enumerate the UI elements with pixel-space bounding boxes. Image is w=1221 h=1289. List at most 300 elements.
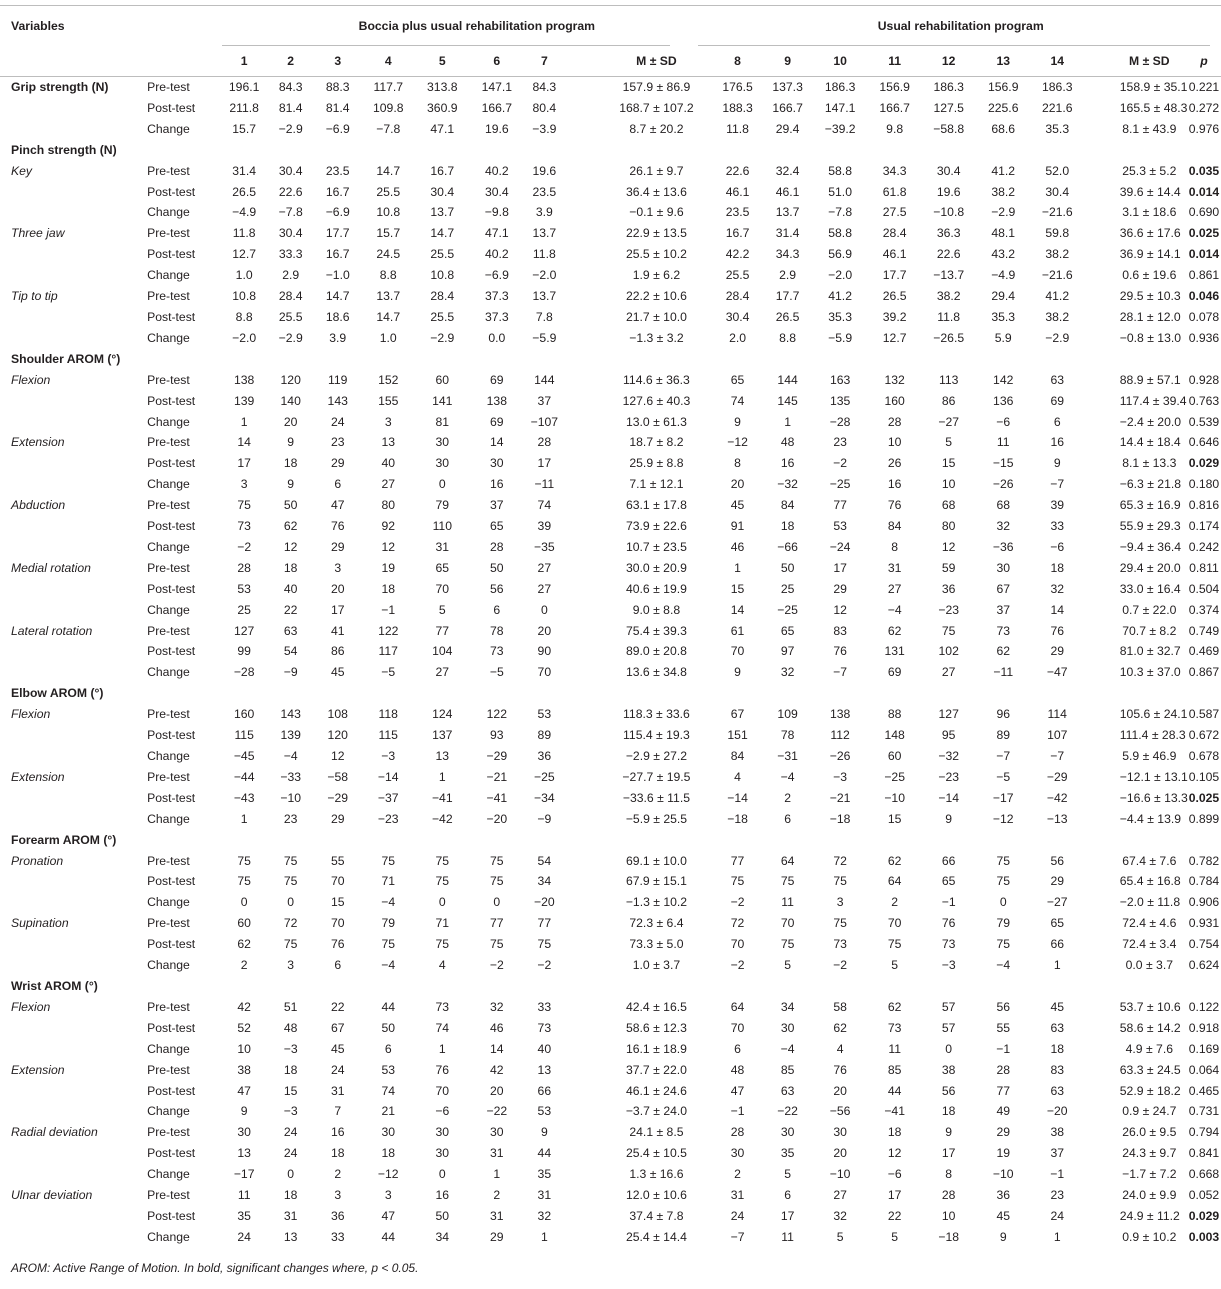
value-cell: 16 bbox=[887, 477, 902, 492]
value-cell: 47 bbox=[730, 1083, 745, 1098]
value-cell: −6.9 bbox=[325, 121, 350, 136]
value-cell: −25 bbox=[884, 769, 905, 784]
variable-cell bbox=[0, 809, 145, 830]
value-cell: 139 bbox=[280, 728, 301, 743]
value-cell: −41 bbox=[884, 1104, 905, 1119]
variable-cell bbox=[0, 579, 145, 600]
mean-sd-cell: 65.3 ± 16.9 bbox=[1119, 498, 1181, 513]
value-cell: −2 bbox=[730, 958, 745, 973]
value-cell: 32 bbox=[537, 1208, 552, 1223]
mean-sd-cell: 70.7 ± 8.2 bbox=[1122, 623, 1177, 638]
value-cell: 27.5 bbox=[882, 205, 907, 220]
value-cell: 30.4 bbox=[725, 309, 750, 324]
value-cell: 138 bbox=[829, 707, 851, 722]
p-value-cell: 0.811 bbox=[1189, 560, 1219, 575]
value-cell: 37.3 bbox=[484, 289, 509, 304]
value-cell: −6 bbox=[887, 1167, 902, 1182]
p-value-cell: 0.242 bbox=[1188, 539, 1220, 554]
mean-sd-cell: −1.3 ± 3.2 bbox=[629, 330, 684, 345]
value-cell: 2 bbox=[240, 958, 248, 973]
value-cell: 14.7 bbox=[376, 309, 401, 324]
value-cell: 86 bbox=[330, 644, 345, 659]
value-cell: 42 bbox=[490, 1062, 504, 1077]
value-cell: 36 bbox=[330, 1208, 345, 1223]
value-cell: 23 bbox=[1050, 1188, 1065, 1203]
phase-label: Change bbox=[147, 811, 190, 826]
value-cell: 18 bbox=[1050, 560, 1065, 575]
value-cell: 75 bbox=[780, 874, 795, 889]
variable-cell bbox=[0, 537, 145, 558]
mean-sd-cell: 21.7 ± 10.0 bbox=[625, 309, 687, 324]
value-cell: 76 bbox=[941, 916, 956, 931]
value-cell: 99 bbox=[237, 644, 251, 659]
value-cell: 8.8 bbox=[379, 268, 397, 283]
value-cell: 20 bbox=[730, 477, 745, 492]
value-cell: 16.7 bbox=[725, 226, 750, 241]
value-cell: 102 bbox=[938, 644, 959, 659]
value-cell: 53 bbox=[833, 519, 847, 534]
p-value-cell: 0.899 bbox=[1188, 811, 1220, 826]
value-cell: 9 bbox=[287, 435, 295, 450]
mean-sd-cell: 24.1 ± 8.5 bbox=[629, 1125, 684, 1140]
mean-sd-cell: 36.6 ± 17.6 bbox=[1119, 226, 1181, 241]
value-cell: 71 bbox=[435, 916, 450, 931]
value-cell: −9.8 bbox=[484, 205, 509, 220]
variable-cell bbox=[0, 1081, 145, 1102]
p-value-cell: 0.672 bbox=[1188, 728, 1220, 743]
variable-sub-label: Abduction bbox=[11, 498, 66, 513]
value-cell: 75 bbox=[381, 853, 396, 868]
value-cell: 3 bbox=[334, 1188, 342, 1203]
value-cell: 32 bbox=[996, 519, 1010, 534]
variable-cell bbox=[0, 119, 145, 140]
value-cell: 18 bbox=[283, 456, 298, 471]
phase-label: Pre-test bbox=[147, 1062, 190, 1077]
value-cell: 30 bbox=[996, 560, 1010, 575]
phase-label: Pre-test bbox=[147, 1125, 190, 1140]
phase-label: Pre-test bbox=[147, 372, 190, 387]
value-cell: 48.1 bbox=[991, 226, 1016, 241]
value-cell: 6 bbox=[493, 602, 501, 617]
table-row bbox=[0, 1018, 1221, 1039]
value-cell: −2.9 bbox=[278, 330, 303, 345]
value-cell: −32 bbox=[777, 477, 798, 492]
phase-label: Post-test bbox=[147, 393, 196, 408]
value-cell: 11.8 bbox=[532, 247, 556, 262]
value-cell: 16 bbox=[330, 1125, 345, 1140]
value-cell: 76 bbox=[330, 519, 345, 534]
phase-label: Post-test bbox=[147, 790, 196, 805]
value-cell: 26 bbox=[887, 456, 902, 471]
value-cell: 34.3 bbox=[775, 247, 800, 262]
p-value-cell: 0.690 bbox=[1188, 205, 1220, 220]
value-cell: 30 bbox=[490, 456, 504, 471]
value-cell: 45 bbox=[330, 1041, 345, 1056]
p-value-cell: 0.046 bbox=[1188, 289, 1220, 304]
mean-sd-cell: 63.3 ± 24.5 bbox=[1119, 1062, 1181, 1077]
mean-sd-cell: −12.1 ± 13.1 bbox=[1119, 769, 1188, 784]
value-cell: 44 bbox=[887, 1083, 902, 1098]
value-cell: 186.3 bbox=[824, 80, 856, 94]
value-cell: 36 bbox=[941, 581, 956, 596]
value-cell: 25 bbox=[780, 581, 795, 596]
mean-sd-cell: 39.6 ± 14.4 bbox=[1119, 184, 1181, 199]
variable-sub-label: Extension bbox=[11, 769, 65, 784]
value-cell: 40 bbox=[381, 456, 396, 471]
phase-label: Change bbox=[147, 1041, 190, 1056]
value-cell: 122 bbox=[378, 623, 399, 638]
value-cell: 75 bbox=[283, 937, 298, 952]
phase-label: Change bbox=[147, 1104, 190, 1119]
mean-sd-cell: 40.6 ± 19.9 bbox=[625, 581, 687, 596]
phase-label: Post-test bbox=[147, 456, 196, 471]
value-cell: 160 bbox=[884, 393, 905, 408]
value-cell: 33.3 bbox=[278, 247, 303, 262]
phase-label: Change bbox=[147, 1229, 190, 1244]
p-value-cell: 0.624 bbox=[1188, 958, 1220, 973]
phase-label: Change bbox=[147, 268, 190, 283]
value-cell: 3 bbox=[240, 477, 248, 492]
value-cell: 31 bbox=[490, 1146, 504, 1161]
table-row bbox=[0, 1060, 1221, 1081]
mean-sd-cell: 69.1 ± 10.0 bbox=[625, 853, 687, 868]
mean-sd-cell: 72.4 ± 3.4 bbox=[1122, 937, 1177, 952]
p-value-cell: 0.221 bbox=[1188, 80, 1220, 94]
value-cell: −14 bbox=[377, 769, 399, 784]
value-cell: 12 bbox=[941, 539, 956, 554]
mean-sd-cell: 29.5 ± 10.3 bbox=[1119, 289, 1181, 304]
value-cell: −25 bbox=[533, 769, 555, 784]
value-cell: 1 bbox=[493, 1167, 501, 1182]
p-value-cell: 0.169 bbox=[1188, 1041, 1220, 1056]
value-cell: 1.0 bbox=[235, 268, 253, 283]
value-cell: 132 bbox=[884, 372, 905, 387]
value-cell: 127 bbox=[938, 707, 959, 722]
value-cell: 69 bbox=[490, 414, 504, 429]
value-cell: 69 bbox=[1050, 393, 1065, 408]
value-cell: 84 bbox=[887, 519, 902, 534]
value-cell: 2.9 bbox=[282, 268, 300, 283]
phase-label: Post-test bbox=[147, 937, 196, 952]
mean-sd-cell: 1.0 ± 3.7 bbox=[632, 958, 681, 973]
variable-sub-label: Flexion bbox=[11, 372, 51, 387]
value-cell: 28 bbox=[537, 435, 552, 450]
table-row bbox=[0, 788, 1221, 809]
value-cell: 131 bbox=[884, 644, 905, 659]
mean-sd-cell: 25.4 ± 14.4 bbox=[625, 1229, 687, 1244]
mean-sd-cell: 168.7 ± 107.2 bbox=[619, 100, 694, 115]
value-cell: 39.2 bbox=[882, 309, 907, 324]
group-heading-row bbox=[0, 683, 1221, 704]
mean-sd-cell: 10.3 ± 37.0 bbox=[1119, 665, 1181, 680]
value-cell: 16.7 bbox=[325, 247, 350, 262]
value-cell: 31 bbox=[537, 1188, 552, 1203]
header-participant: 12 bbox=[922, 46, 976, 77]
value-cell: 24 bbox=[330, 1062, 345, 1077]
value-cell: 35.3 bbox=[991, 309, 1016, 324]
value-cell: 70 bbox=[887, 916, 902, 931]
value-cell: 75 bbox=[237, 853, 251, 868]
table-row bbox=[0, 662, 1221, 683]
phase-label: Change bbox=[147, 330, 190, 345]
value-cell: 39 bbox=[1050, 498, 1065, 513]
value-cell: −27 bbox=[1046, 895, 1068, 910]
value-cell: −7 bbox=[996, 749, 1011, 763]
value-cell: −1 bbox=[730, 1104, 745, 1119]
value-cell: 96 bbox=[996, 707, 1010, 722]
value-cell: 77 bbox=[996, 1083, 1010, 1098]
value-cell: 22.6 bbox=[936, 247, 961, 262]
value-cell: 13 bbox=[435, 749, 450, 763]
value-cell: 20 bbox=[537, 623, 552, 638]
mean-sd-cell: 42.4 ± 16.5 bbox=[625, 999, 687, 1014]
value-cell: 9 bbox=[240, 1104, 248, 1119]
phase-label: Change bbox=[147, 205, 190, 220]
table-row bbox=[0, 704, 1221, 725]
p-value-cell: 0.794 bbox=[1188, 1125, 1220, 1140]
value-cell: −7 bbox=[1050, 749, 1065, 763]
p-value-cell: 0.105 bbox=[1188, 769, 1220, 784]
header-variables: Variables bbox=[0, 6, 145, 47]
table-row bbox=[0, 600, 1221, 621]
value-cell: 75 bbox=[833, 874, 847, 889]
phase-label: Change bbox=[147, 121, 190, 136]
value-cell: 1 bbox=[438, 769, 446, 784]
value-cell: −21 bbox=[829, 790, 851, 805]
mean-sd-cell: −2.9 ± 27.2 bbox=[625, 749, 688, 763]
value-cell: 63 bbox=[1050, 1083, 1065, 1098]
value-cell: 39 bbox=[537, 519, 552, 534]
value-cell: 34 bbox=[537, 874, 552, 889]
value-cell: −26 bbox=[992, 477, 1014, 492]
value-cell: 2 bbox=[493, 1188, 501, 1203]
value-cell: 77 bbox=[833, 498, 847, 513]
value-cell: −41 bbox=[431, 790, 453, 805]
value-cell: −10.8 bbox=[933, 205, 965, 220]
value-cell: 28.4 bbox=[882, 226, 907, 241]
value-cell: 35 bbox=[237, 1208, 251, 1223]
phase-label: Pre-test bbox=[147, 916, 190, 931]
table-row bbox=[0, 1227, 1221, 1248]
mean-sd-cell: −2.4 ± 20.0 bbox=[1119, 414, 1182, 429]
group-b-rule bbox=[698, 45, 1210, 46]
variable-group-label: Pinch strength (N) bbox=[11, 142, 117, 157]
mean-sd-cell: 52.9 ± 18.2 bbox=[1119, 1083, 1181, 1098]
value-cell: 17.7 bbox=[775, 289, 800, 304]
value-cell: −4.9 bbox=[232, 205, 257, 220]
value-cell: −6 bbox=[1050, 539, 1065, 554]
value-cell: 3.9 bbox=[329, 330, 347, 345]
phase-label: Change bbox=[147, 477, 190, 492]
value-cell: 41.2 bbox=[1045, 289, 1070, 304]
value-cell: 79 bbox=[996, 916, 1010, 931]
value-cell: 30 bbox=[780, 1125, 795, 1140]
value-cell: 13 bbox=[283, 1229, 298, 1244]
value-cell: 91 bbox=[730, 519, 745, 534]
mean-sd-cell: −9.4 ± 36.4 bbox=[1119, 539, 1182, 554]
value-cell: 76 bbox=[887, 498, 902, 513]
value-cell: 47 bbox=[330, 498, 345, 513]
table-row bbox=[0, 934, 1221, 955]
p-value-cell: 0.052 bbox=[1188, 1188, 1220, 1203]
value-cell: 22 bbox=[330, 999, 345, 1014]
header-participant: 2 bbox=[267, 46, 314, 77]
value-cell: 41.2 bbox=[828, 289, 852, 304]
value-cell: 25.5 bbox=[430, 309, 455, 324]
mean-sd-cell: 25.5 ± 10.2 bbox=[625, 247, 687, 262]
table-row bbox=[0, 1101, 1221, 1122]
value-cell: 67 bbox=[730, 707, 745, 722]
value-cell: 56 bbox=[490, 581, 504, 596]
value-cell: 85 bbox=[780, 1062, 795, 1077]
variable-cell bbox=[0, 788, 145, 809]
value-cell: 29.4 bbox=[775, 121, 800, 136]
value-cell: 50 bbox=[780, 560, 795, 575]
mean-sd-cell: 14.4 ± 18.4 bbox=[1119, 435, 1181, 450]
value-cell: 18 bbox=[941, 1104, 956, 1119]
value-cell: 71 bbox=[381, 874, 396, 889]
value-cell: 50 bbox=[435, 1208, 450, 1223]
table-row bbox=[0, 202, 1221, 223]
value-cell: 12 bbox=[833, 602, 847, 617]
mean-sd-cell: 13.0 ± 61.3 bbox=[625, 414, 687, 429]
value-cell: 64 bbox=[887, 874, 902, 889]
value-cell: 31 bbox=[490, 1208, 504, 1223]
mean-sd-cell: 72.3 ± 6.4 bbox=[629, 916, 684, 931]
value-cell: 73 bbox=[996, 623, 1010, 638]
value-cell: 18 bbox=[780, 519, 795, 534]
table-body bbox=[0, 77, 1221, 1248]
variable-cell bbox=[0, 955, 145, 976]
value-cell: −4 bbox=[887, 602, 902, 617]
mean-sd-cell: 7.1 ± 12.1 bbox=[629, 477, 684, 492]
value-cell: 20 bbox=[283, 414, 298, 429]
value-cell: 0 bbox=[438, 895, 446, 910]
value-cell: 65 bbox=[941, 874, 956, 889]
value-cell: 41 bbox=[330, 623, 345, 638]
table-row bbox=[0, 767, 1221, 788]
value-cell: 68.6 bbox=[991, 121, 1016, 136]
mean-sd-cell: −27.7 ± 19.5 bbox=[622, 769, 691, 784]
value-cell: −7.8 bbox=[376, 121, 401, 136]
value-cell: 40 bbox=[283, 581, 298, 596]
value-cell: 51 bbox=[283, 999, 298, 1014]
table-row bbox=[0, 98, 1221, 119]
variable-cell bbox=[0, 1227, 145, 1248]
mean-sd-cell: 73.3 ± 5.0 bbox=[629, 937, 684, 952]
value-cell: 60 bbox=[237, 916, 251, 931]
value-cell: 30.4 bbox=[278, 226, 303, 241]
table-row bbox=[0, 391, 1221, 412]
value-cell: 49 bbox=[996, 1104, 1010, 1119]
value-cell: 70 bbox=[730, 937, 745, 952]
value-cell: 75 bbox=[283, 874, 298, 889]
value-cell: 15 bbox=[330, 895, 345, 910]
mean-sd-cell: 36.4 ± 13.6 bbox=[625, 184, 687, 199]
value-cell: 0 bbox=[540, 602, 548, 617]
table-row bbox=[0, 1143, 1221, 1164]
value-cell: 18 bbox=[283, 560, 298, 575]
value-cell: 65 bbox=[1050, 916, 1065, 931]
header-mean-sd-b: M ± SD bbox=[1084, 46, 1179, 77]
value-cell: −5 bbox=[381, 665, 396, 680]
value-cell: 30 bbox=[435, 1146, 450, 1161]
value-cell: 117.7 bbox=[373, 80, 404, 94]
value-cell: −23 bbox=[938, 769, 960, 784]
phase-label: Post-test bbox=[147, 184, 196, 199]
value-cell: 17.7 bbox=[882, 268, 907, 283]
value-cell: −20 bbox=[1046, 1104, 1068, 1119]
header-group-usual: Usual rehabilitation program bbox=[713, 6, 1179, 47]
value-cell: 4 bbox=[734, 769, 741, 784]
value-cell: −27 bbox=[938, 414, 960, 429]
value-cell: 81.4 bbox=[278, 100, 303, 115]
value-cell: 28 bbox=[996, 1062, 1010, 1077]
value-cell: −3.9 bbox=[532, 121, 557, 136]
value-cell: 19 bbox=[381, 560, 396, 575]
value-cell: 16 bbox=[435, 1188, 450, 1203]
value-cell: 211.8 bbox=[229, 100, 259, 115]
value-cell: 64 bbox=[730, 999, 745, 1014]
value-cell: 13.7 bbox=[532, 289, 557, 304]
variable-cell bbox=[0, 871, 145, 892]
mean-sd-cell: 22.9 ± 13.5 bbox=[625, 226, 687, 241]
value-cell: 56 bbox=[996, 999, 1010, 1014]
value-cell: 14.7 bbox=[376, 163, 401, 178]
table-row bbox=[0, 328, 1221, 349]
group-heading-row bbox=[0, 349, 1221, 370]
value-cell: 3 bbox=[334, 560, 342, 575]
value-cell: 54 bbox=[537, 853, 552, 868]
value-cell: 24 bbox=[283, 1125, 298, 1140]
value-cell: 11 bbox=[237, 1188, 251, 1203]
value-cell: 138 bbox=[486, 393, 507, 408]
p-value-cell: 0.936 bbox=[1188, 330, 1220, 345]
value-cell: 5 bbox=[891, 958, 899, 973]
value-cell: −44 bbox=[233, 769, 255, 784]
phase-label: Change bbox=[147, 602, 190, 617]
mean-sd-cell: 105.6 ± 24.1 bbox=[1119, 707, 1188, 722]
value-cell: −7 bbox=[833, 665, 848, 680]
table-row bbox=[0, 537, 1221, 558]
value-cell: 58.8 bbox=[828, 163, 852, 178]
mean-sd-cell: 24.0 ± 9.9 bbox=[1122, 1188, 1177, 1203]
table-row bbox=[0, 307, 1221, 328]
value-cell: 29 bbox=[833, 581, 847, 596]
value-cell: 13 bbox=[237, 1146, 251, 1161]
value-cell: 52 bbox=[237, 1020, 251, 1035]
p-value-cell: 0.754 bbox=[1188, 937, 1220, 952]
table-row bbox=[0, 558, 1221, 579]
value-cell: 31 bbox=[330, 1083, 345, 1098]
value-cell: 360.9 bbox=[427, 100, 458, 115]
mean-sd-cell: 1.9 ± 6.2 bbox=[632, 268, 681, 283]
value-cell: 10 bbox=[237, 1041, 251, 1056]
value-cell: 15 bbox=[730, 581, 745, 596]
value-cell: 18 bbox=[381, 1146, 396, 1161]
phase-label: Pre-test bbox=[147, 769, 190, 784]
value-cell: −18 bbox=[727, 811, 748, 826]
value-cell: −33 bbox=[280, 769, 302, 784]
value-cell: 9 bbox=[540, 1125, 548, 1140]
value-cell: −5 bbox=[996, 769, 1011, 784]
value-cell: 26.5 bbox=[882, 289, 907, 304]
value-cell: 78 bbox=[780, 728, 795, 743]
mean-sd-cell: −5.9 ± 25.5 bbox=[625, 811, 688, 826]
value-cell: −5.9 bbox=[828, 330, 853, 345]
value-cell: 30.4 bbox=[936, 163, 961, 178]
mean-sd-cell: 165.5 ± 48.3 bbox=[1119, 100, 1188, 115]
